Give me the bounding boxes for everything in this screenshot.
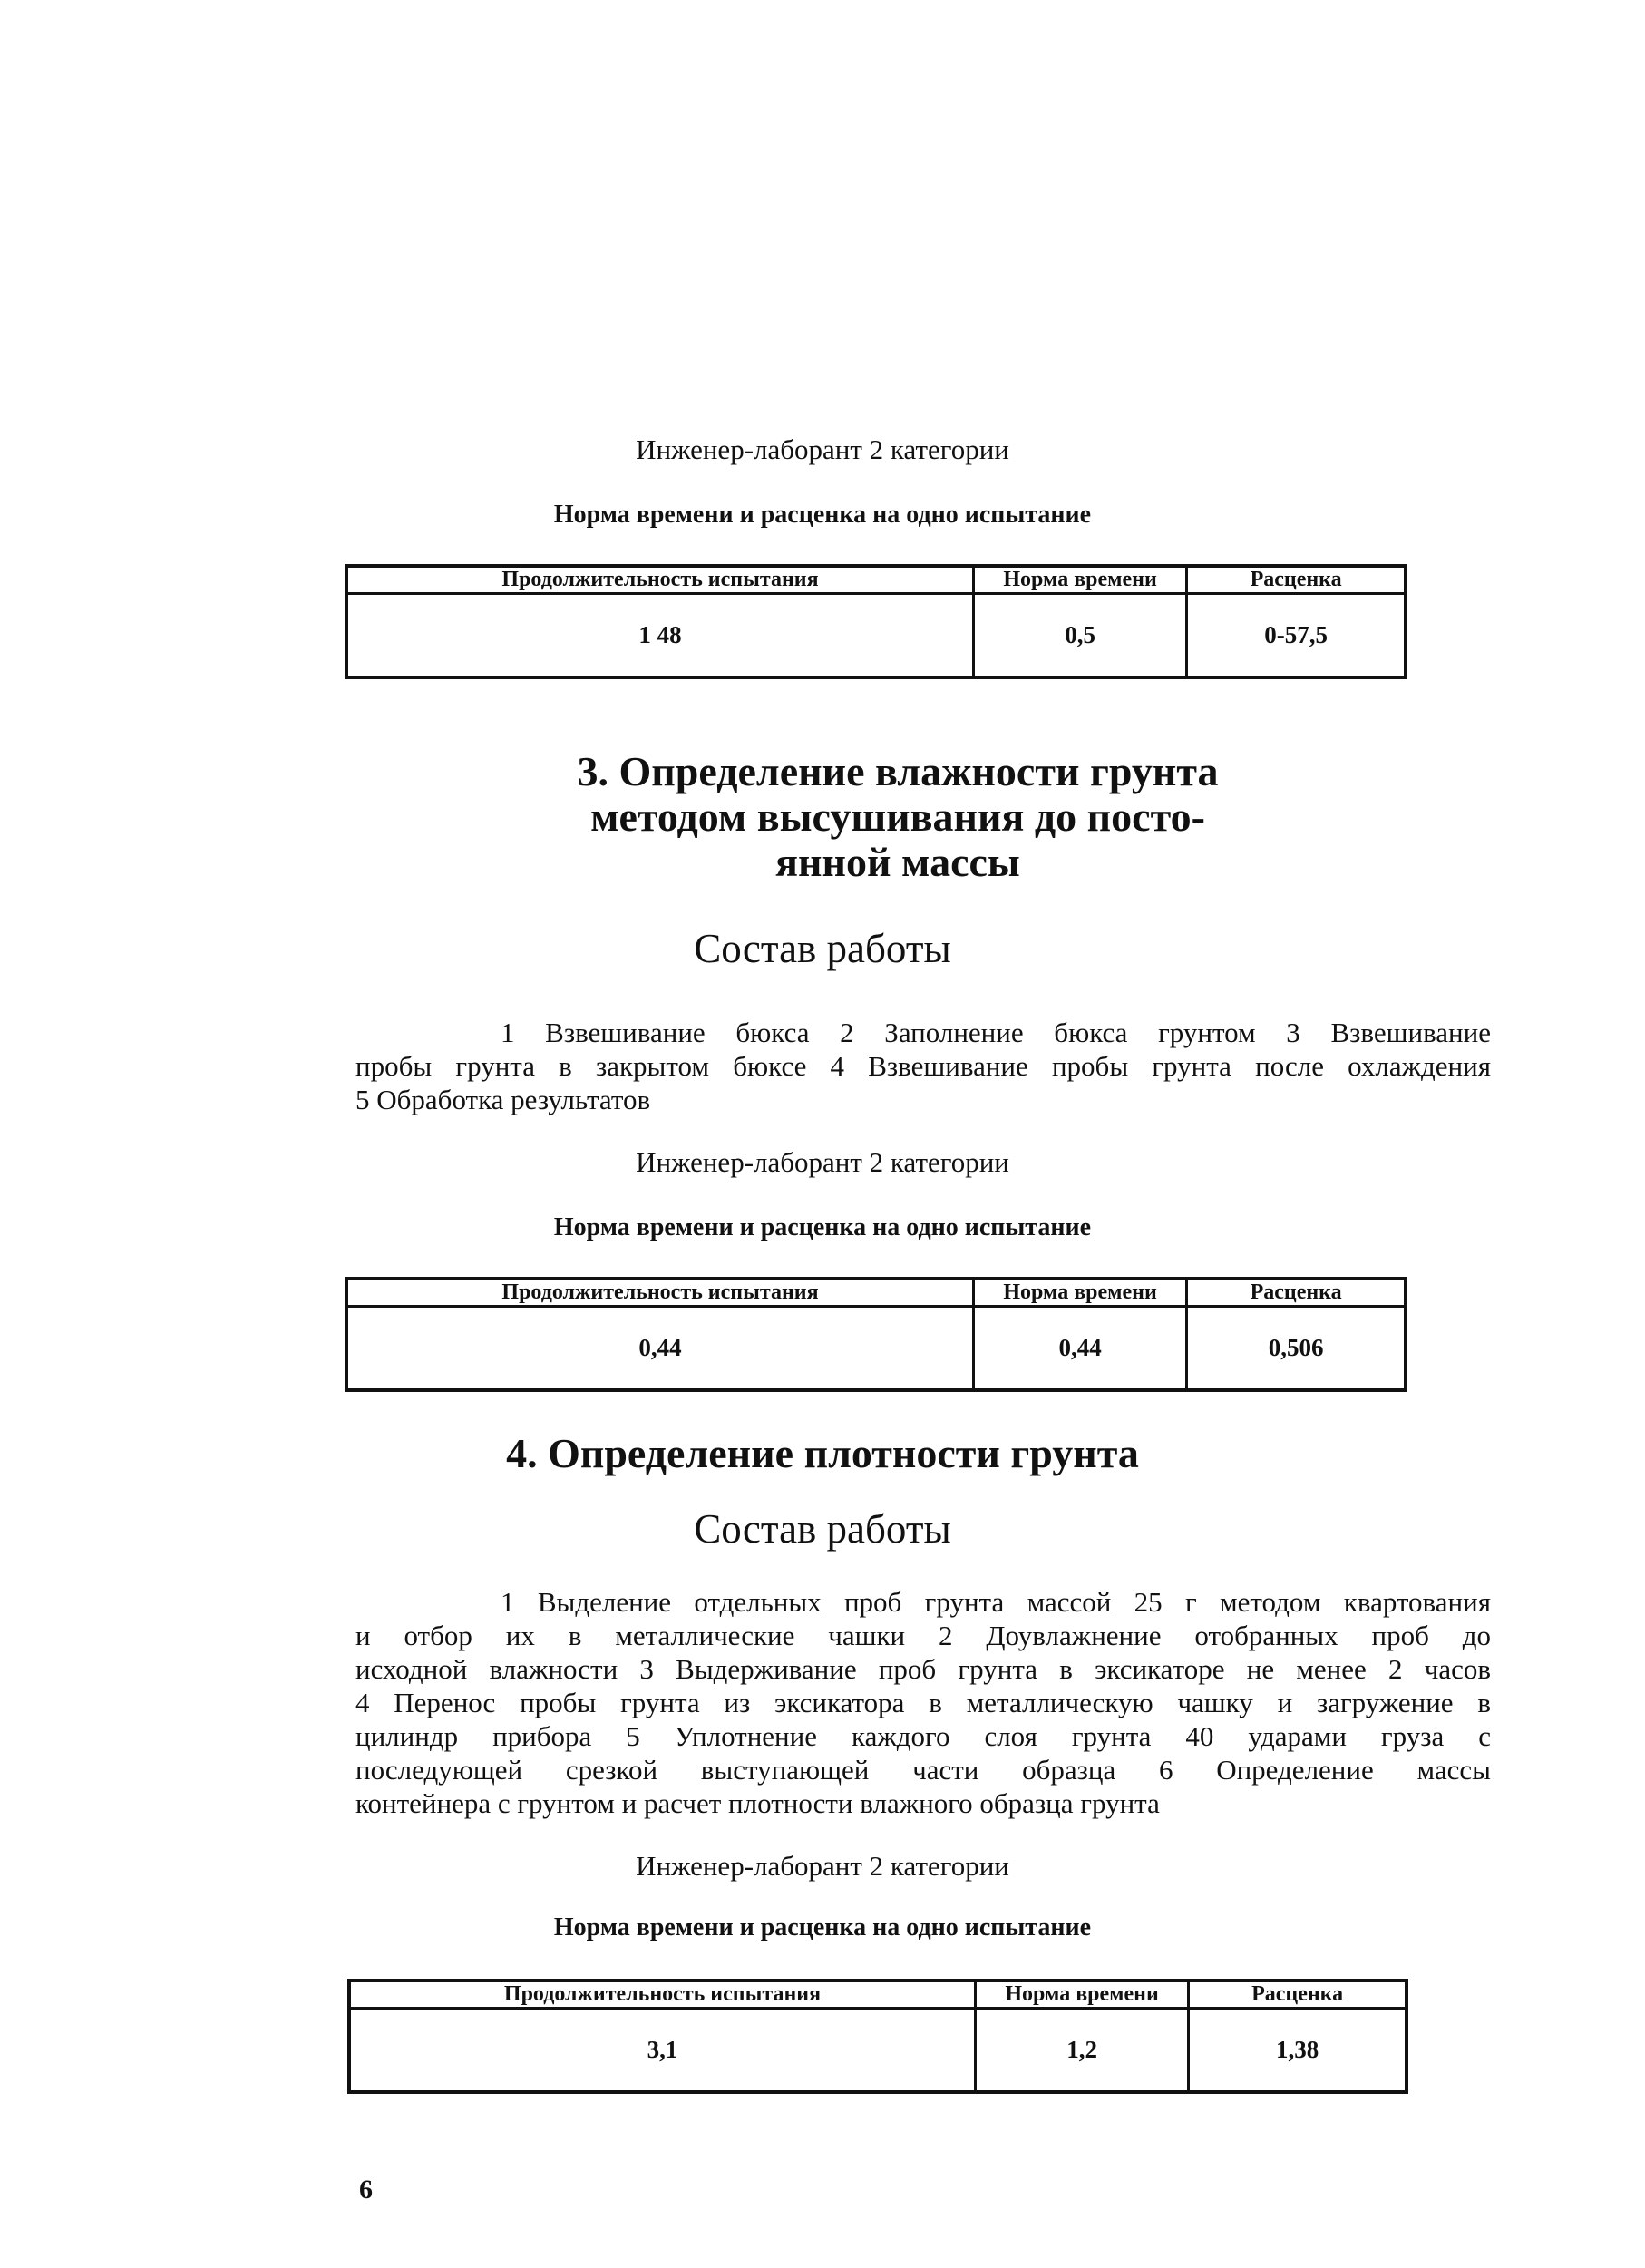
composition-line: пробы грунта в закрытом бюксе 4 Взвешивание пробы грунта после охлаждения [355, 1050, 1491, 1082]
composition-line: и отбор их в металлические чашки 2 Доувлажнение отобранных проб до [355, 1620, 1491, 1651]
section-4-composition-heading: Состав работы [694, 1506, 951, 1552]
section-3-title-line: 3. Определение влажности грунта [577, 748, 1219, 794]
role-label-2: Инженер-лаборант 2 категории [636, 1146, 1009, 1178]
table-header: Расценка [1187, 566, 1406, 594]
section-3-title-line: янной массы [775, 839, 1020, 885]
section-3-composition-heading: Состав работы [694, 926, 951, 971]
composition-line: последующей срезкой выступающей части образца 6 Определение массы [355, 1754, 1491, 1786]
norm-table-3 [347, 1979, 1408, 2094]
table-cell: 0,44 [973, 1307, 1186, 1390]
composition-line: исходной влажности 3 Выдерживание проб грунта в эксикаторе не менее 2 часов [355, 1653, 1491, 1685]
composition-line: 4 Перенос пробы грунта из эксикатора в металлическую чашку и загружение в [355, 1687, 1491, 1718]
table-header: Норма времени [973, 566, 1186, 594]
table-header: Норма времени [975, 1981, 1188, 2009]
table-header: Норма времени [973, 1279, 1186, 1307]
table-header: Расценка [1189, 1981, 1407, 2009]
table-cell: 1,38 [1189, 2009, 1407, 2092]
section-3-title [508, 749, 1288, 885]
table-header: Продолжительность испытания [349, 1981, 975, 2009]
norm-heading-1: Норма времени и расценка на одно испытание [553, 501, 1092, 529]
page-number: 6 [359, 2175, 373, 2205]
table-cell: 3,1 [349, 2009, 975, 2092]
composition-line: контейнера с грунтом и расчет плотности влажного образца грунта [355, 1787, 1160, 1819]
section-4-composition-text [355, 1585, 1491, 1820]
composition-line: цилиндр прибора 5 Уплотнение каждого слоя грунта 40 ударами груза с [355, 1720, 1491, 1752]
role-label-3: Инженер-лаборант 2 категории [636, 1850, 1009, 1882]
composition-line: 1 Выделение отдельных проб грунта массой 25 г методом квартования [501, 1586, 1491, 1618]
norm-table-1 [345, 564, 1407, 679]
section-4-title: 4. Определение плотности грунта [506, 1430, 1139, 1476]
table-cell: 0,506 [1187, 1307, 1406, 1390]
norm-heading-3: Норма времени и расценка на одно испытание [553, 1913, 1092, 1942]
table-header: Продолжительность испытания [346, 1279, 973, 1307]
table-cell: 1 48 [346, 594, 973, 677]
table-cell: 0,5 [973, 594, 1186, 677]
section-3-title-line: методом высушивания до посто- [590, 793, 1205, 840]
role-label-1: Инженер-лаборант 2 категории [636, 433, 1009, 465]
section-3-composition-text [355, 1016, 1491, 1116]
table-cell: 0-57,5 [1187, 594, 1406, 677]
norm-table-2 [345, 1277, 1407, 1392]
table-cell: 1,2 [975, 2009, 1188, 2092]
table-header: Расценка [1187, 1279, 1406, 1307]
composition-line: 5 Обработка результатов [355, 1084, 651, 1115]
table-cell: 0,44 [346, 1307, 973, 1390]
norm-heading-2: Норма времени и расценка на одно испытание [553, 1213, 1092, 1241]
composition-line: 1 Взвешивание бюкса 2 Заполнение бюкса грунтом 3 Взвешивание [501, 1017, 1491, 1048]
table-header: Продолжительность испытания [346, 566, 973, 594]
